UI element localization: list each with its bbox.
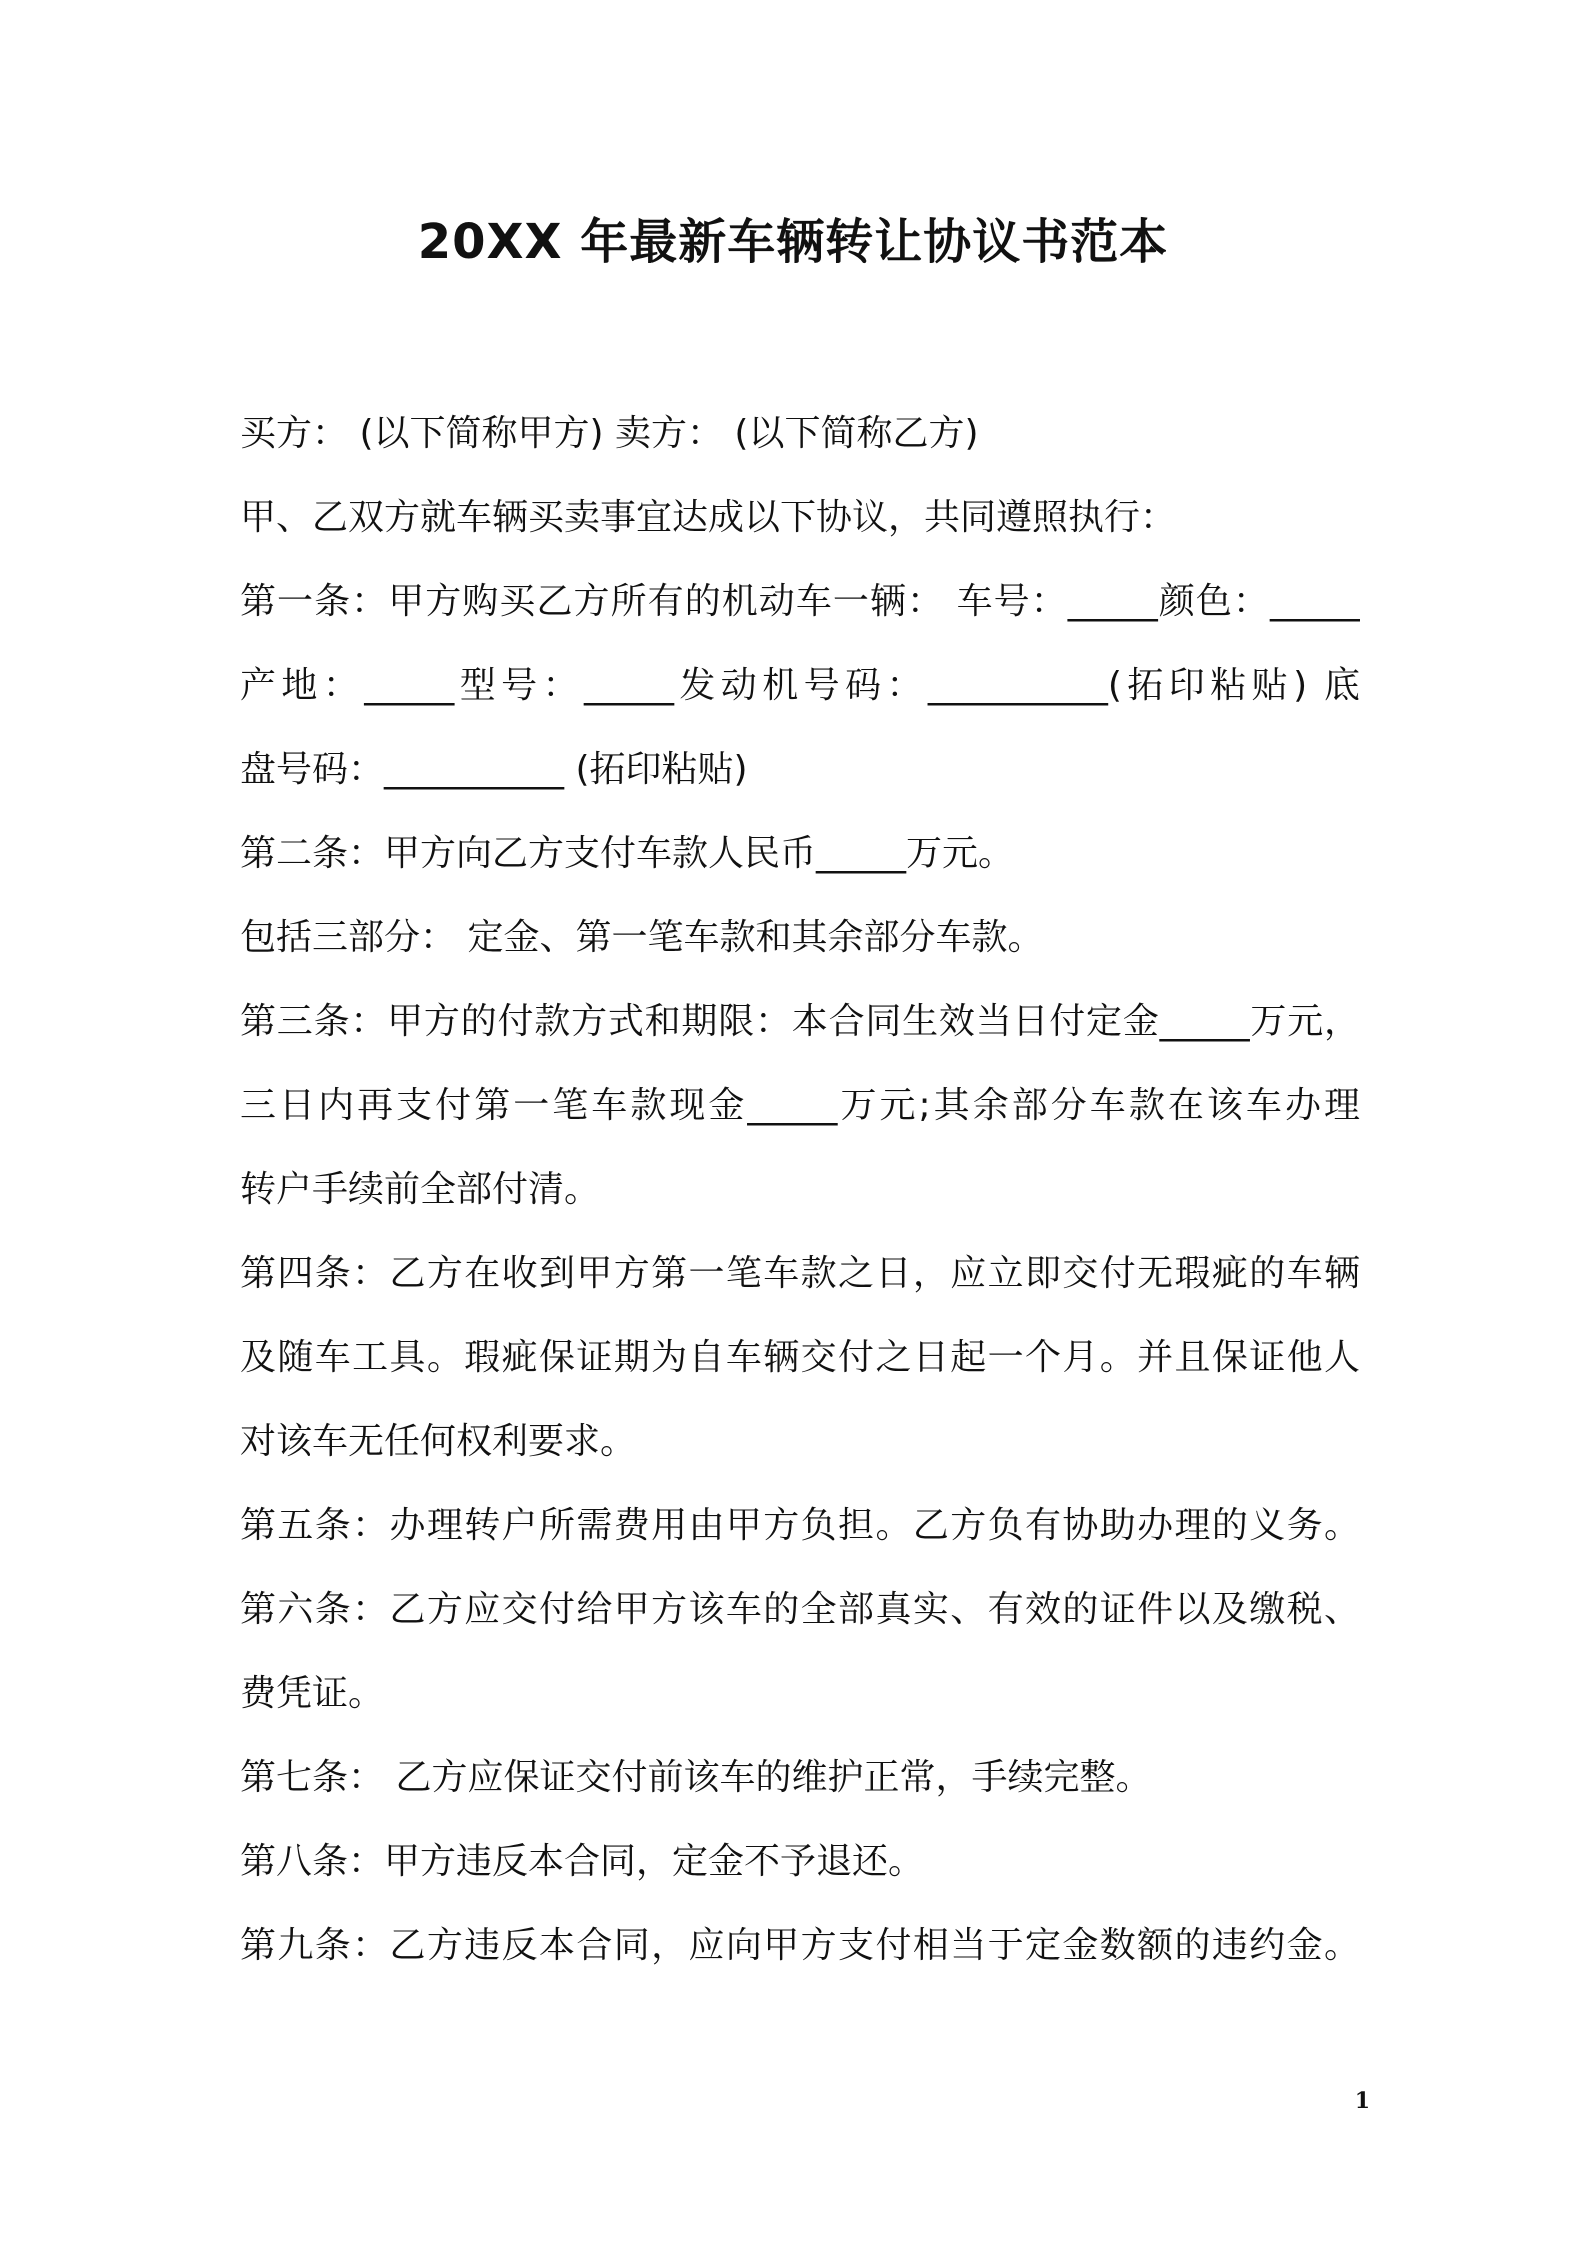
article-3-line-2: 三日内再支付第一笔车款现金_____万元;其余部分车款在该车办理 [240,1085,1360,1126]
article-8-line: 第八条：甲方违反本合同，定金不予退还。 [240,1841,925,1882]
agreement-intro-line: 甲、乙双方就车辆买卖事宜达成以下协议，共同遵照执行： [240,497,1177,538]
article-4-line-1: 第四条：乙方在收到甲方第一笔车款之日，应立即交付无瑕疵的车辆 [240,1253,1360,1294]
article-1-line-2: 产地：_____型号：_____发动机号码：__________(拓印粘贴) 底 [240,665,1360,706]
article-3-line-3: 转户手续前全部付清。 [240,1169,601,1210]
page-number: 1 [1354,2088,1370,2114]
article-2-line-2: 包括三部分： 定金、第一笔车款和其余部分车款。 [240,917,1044,958]
article-1-line-1: 第一条：甲方购买乙方所有的机动车一辆： 车号：_____颜色：_____ [240,581,1360,622]
article-5-line: 第五条：办理转户所需费用由甲方负担。乙方负有协助办理的义务。 [240,1505,1360,1546]
buyer-seller-line: 买方： (以下简称甲方) 卖方： (以下简称乙方) [240,413,979,454]
article-6-line-1: 第六条：乙方应交付给甲方该车的全部真实、有效的证件以及缴税、 [240,1589,1360,1630]
article-4-line-3: 对该车无任何权利要求。 [240,1421,637,1462]
article-6-line-2: 费凭证。 [240,1673,385,1714]
document-title: 20XX 年最新车辆转让协议书范本 [417,214,1169,270]
article-2-line-1: 第二条：甲方向乙方支付车款人民币_____万元。 [240,833,1015,874]
article-3-line-1: 第三条：甲方的付款方式和期限：本合同生效当日付定金_____万元， [240,1001,1360,1042]
article-7-line: 第七条： 乙方应保证交付前该车的维护正常，手续完整。 [240,1757,1152,1798]
article-9-line: 第九条：乙方违反本合同，应向甲方支付相当于定金数额的违约金。 [240,1925,1360,1966]
article-4-line-2: 及随车工具。瑕疵保证期为自车辆交付之日起一个月。并且保证他人 [240,1337,1360,1378]
article-1-line-3: 盘号码：__________ (拓印粘贴) [240,749,748,790]
